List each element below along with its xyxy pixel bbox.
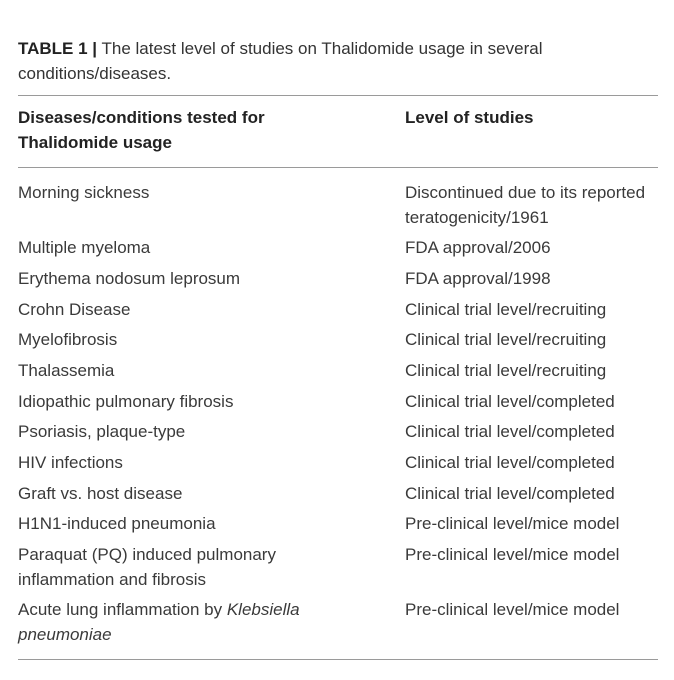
table-bottom-rule <box>18 659 658 660</box>
table-row <box>18 598 663 647</box>
table-row <box>18 359 663 384</box>
condition-cell: Morning sickness <box>18 183 150 202</box>
table-row <box>18 298 663 323</box>
level-cell: Clinical trial level/recruiting <box>405 330 607 350</box>
condition-cell: Crohn Disease <box>18 299 131 319</box>
level-cell: Pre-clinical level/mice model <box>405 600 620 620</box>
table-row <box>18 328 663 353</box>
table-row <box>18 181 663 230</box>
level-cell: Pre-clinical level/mice model <box>405 545 620 565</box>
species-name: Klebsiella pneumoniae <box>18 600 300 644</box>
level-cell: Pre-clinical level/mice model <box>405 514 620 534</box>
level-cell: FDA approval/2006 <box>405 238 551 258</box>
level-cell: FDA approval/1998 <box>405 268 551 288</box>
column-header-level: Level of studies <box>405 108 534 127</box>
table-body <box>18 181 663 653</box>
table-caption <box>18 36 598 86</box>
table-row <box>18 543 663 592</box>
condition-cell: Erythema nodosum leprosum <box>18 268 241 288</box>
condition-cell: Psoriasis, plaque-type <box>18 422 186 442</box>
condition-cell: Multiple myeloma <box>18 238 151 258</box>
table-row <box>18 390 663 415</box>
level-cell: Clinical trial level/completed <box>405 391 615 411</box>
condition-cell: H1N1-induced pneumonia <box>18 514 216 534</box>
condition-cell: Myelofibrosis <box>18 330 118 350</box>
table-row <box>18 482 663 507</box>
table-row <box>18 451 663 476</box>
level-cell: Clinical trial level/completed <box>405 483 615 503</box>
level-cell: Clinical trial level/completed <box>405 453 615 472</box>
condition-cell: Paraquat (PQ) induced pulmonary inflammation and fibrosis <box>18 545 276 589</box>
table-row <box>18 236 663 261</box>
table-label: TABLE 1 | <box>18 39 98 58</box>
table-top-rule <box>18 95 658 96</box>
table-row <box>18 420 663 445</box>
condition-text: Acute lung inflammation by <box>18 600 227 620</box>
table-row <box>18 267 663 292</box>
caption-text: The latest level of studies on Thalidomide usage in several conditions/diseases. <box>18 39 543 83</box>
level-cell: Clinical trial level/recruiting <box>405 360 607 380</box>
level-cell: Discontinued due to its reported teratogenicity/1961 <box>405 183 646 227</box>
condition-cell: Thalassemia <box>18 360 115 380</box>
table-header-rule <box>18 167 658 168</box>
condition-cell <box>18 598 313 647</box>
table-row <box>18 512 663 537</box>
condition-cell: Idiopathic pulmonary fibrosis <box>18 391 234 411</box>
condition-cell: HIV infections <box>18 453 123 472</box>
level-cell: Clinical trial level/completed <box>405 422 615 442</box>
level-cell: Clinical trial level/recruiting <box>405 299 607 319</box>
condition-cell: Graft vs. host disease <box>18 483 183 503</box>
column-header-conditions: Diseases/conditions tested for Thalidomide usage <box>18 108 265 152</box>
